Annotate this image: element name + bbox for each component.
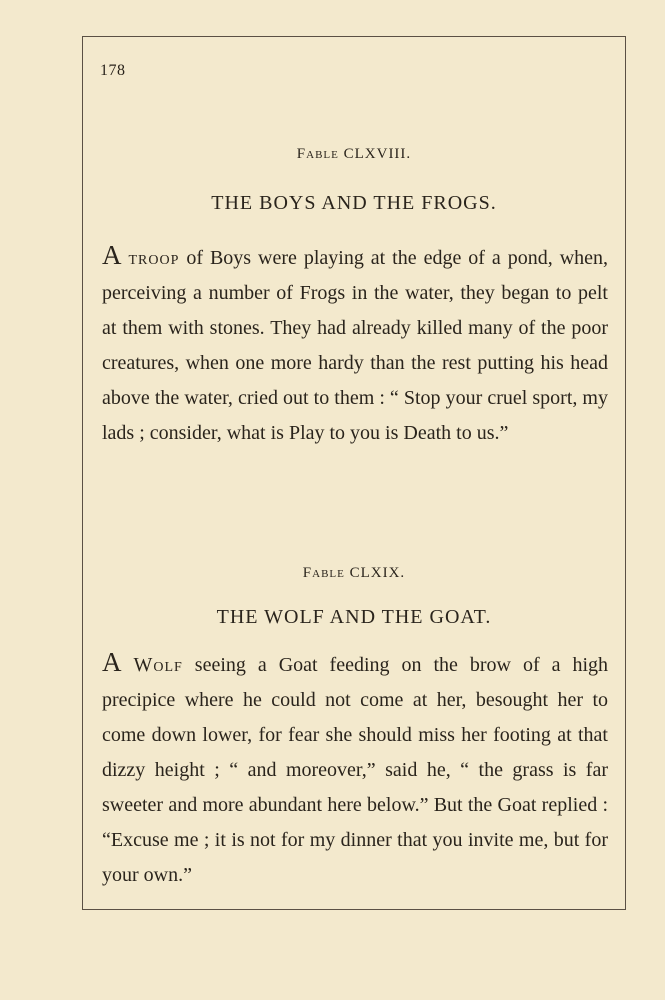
fable-169-lead: Wolf	[133, 654, 183, 676]
fable-169-body	[102, 645, 608, 893]
fable-169-label: Fable CLXIX.	[302, 565, 406, 581]
fable-168-label: Fable CLXVIII.	[296, 146, 412, 162]
fable-168-initial: A	[102, 240, 122, 270]
fable-168-text: of Boys were playing at the edge of a pond, when, perceiving a number of Frogs in the water, they began to pelt at them with stones. They had already killed many of the poor creatures, when one more hardy than the rest putting his head above the water, cried out to them : “ Stop your cruel sport, my lads ; consider, what is Play to you is Death to us.”	[102, 247, 609, 444]
fable-168-lead: troop	[128, 247, 180, 269]
fable-169-title: THE WOLF AND THE GOAT.	[216, 606, 492, 628]
fable-168-body	[102, 238, 608, 451]
fable-169-initial: A	[102, 647, 122, 677]
fable-168-title: THE BOYS AND THE FROGS.	[211, 192, 497, 214]
fable-169-text: seeing a Goat feeding on the brow of a high precipice where he could not come at her, besought her to come down lower, for fear she should miss her footing at that dizzy height ; “ and moreover,” said he, “ the grass is far sweeter and more abundant here below.” But the Goat replied : “Excuse me ; it is not for my dinner that you invite me, but for your own.”	[102, 654, 609, 886]
page-number: 178	[100, 62, 126, 79]
